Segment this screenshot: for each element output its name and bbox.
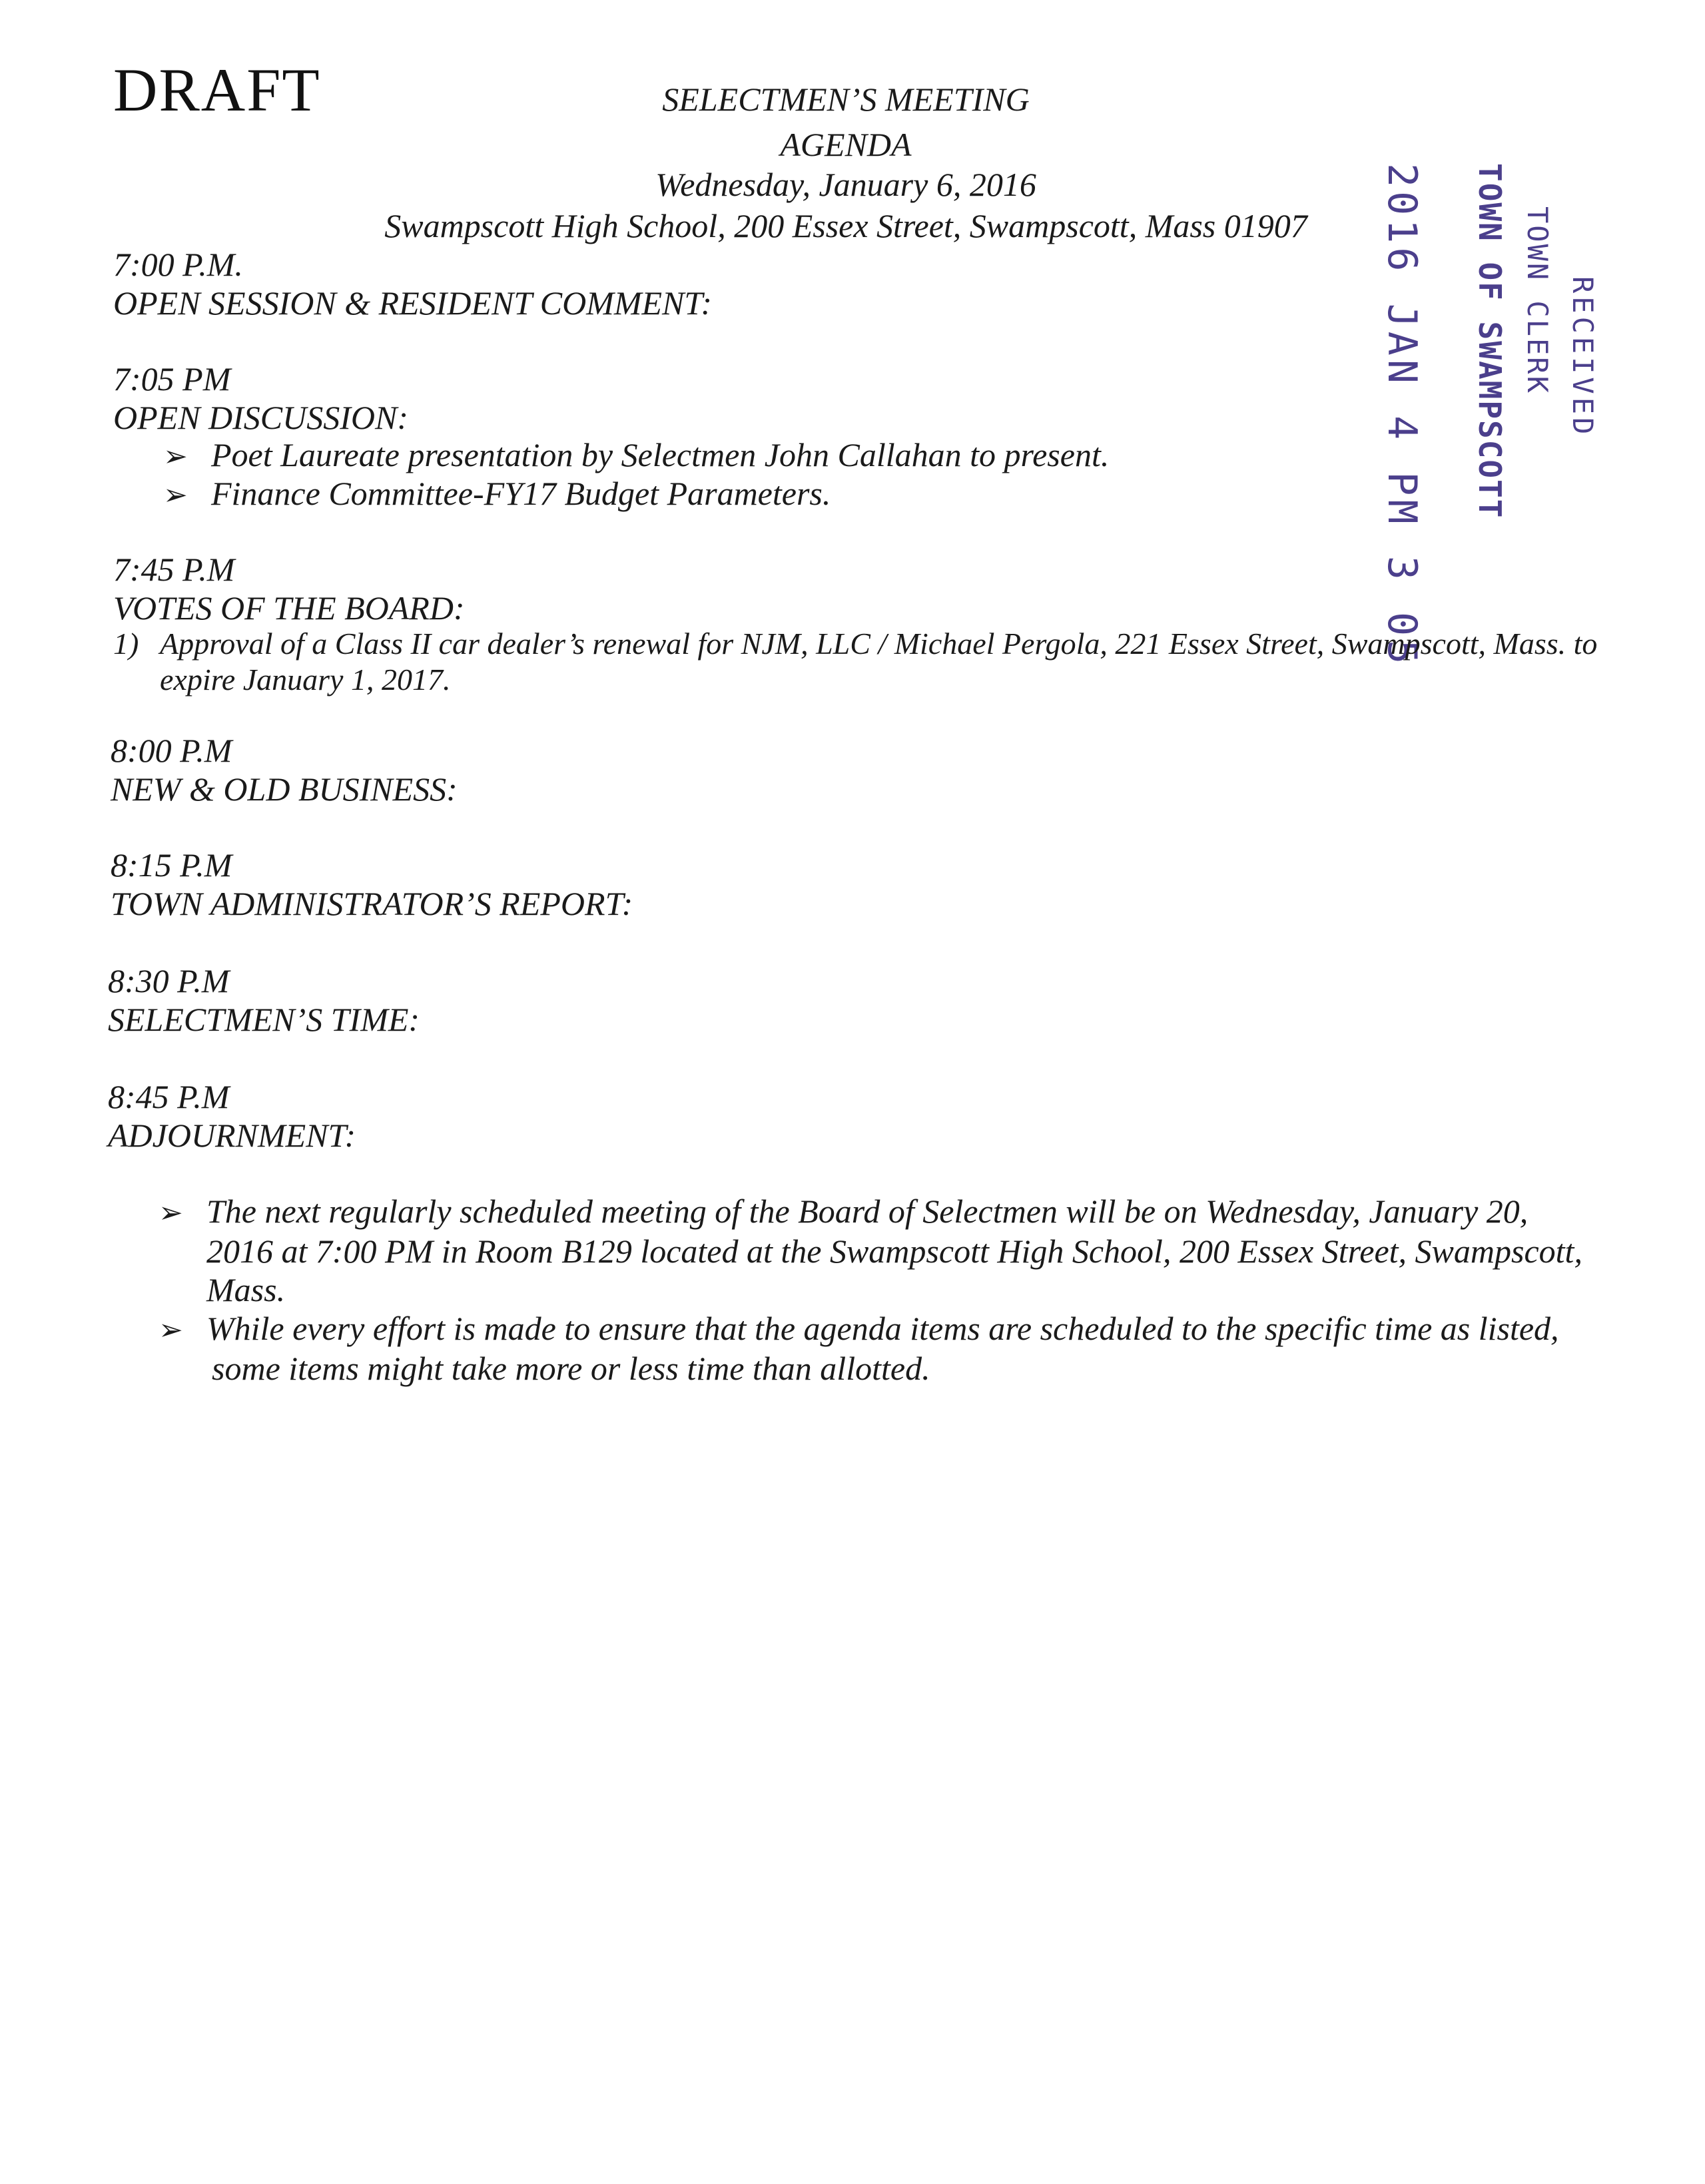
section-time: 8:00 P.M — [111, 732, 232, 769]
list-item-text: Finance Committee-FY17 Budget Parameters. — [211, 475, 831, 512]
vote-item-line: expire January 1, 2017. — [160, 663, 451, 696]
stamp-clerk: TOWN CLERK — [1521, 206, 1554, 395]
section-title: ADJOURNMENT: — [108, 1117, 356, 1154]
section-time: 7:00 P.M. — [113, 246, 243, 283]
section-title: VOTES OF THE BOARD: — [113, 589, 465, 627]
section-time: 7:05 PM — [113, 360, 231, 398]
stamp-datetime: 2016 JAN 4 PM 3 05 — [1379, 163, 1425, 669]
received-stamp — [1379, 163, 1605, 669]
section-time: 8:15 P.M — [111, 846, 232, 884]
note-text: some items might take more or less time than allotted. — [212, 1350, 930, 1387]
list-item — [163, 474, 831, 513]
note-text: 2016 at 7:00 PM in Room B129 located at the Swampscott High School, 200 Essex Street, Swampscott, — [206, 1232, 1582, 1270]
meeting-date: Wednesday, January 6, 2016 — [655, 166, 1036, 203]
arrow-bullet-icon: ➢ — [159, 1313, 183, 1347]
note-text: The next regularly scheduled meeting of the Board of Selectmen will be on Wednesday, January 20, — [206, 1193, 1529, 1230]
item-number: 1) — [113, 627, 139, 661]
section-title: OPEN DISCUSSION: — [113, 399, 409, 436]
meeting-title: SELECTMEN’S MEETING — [662, 81, 1030, 118]
section-time: 8:30 P.M — [108, 962, 230, 999]
stamp-town: TOWN OF SWAMPSCOTT — [1472, 163, 1508, 519]
section-title: TOWN ADMINISTRATOR’S REPORT: — [111, 885, 633, 922]
draft-label: DRAFT — [113, 56, 321, 124]
note-text: Mass. — [206, 1271, 286, 1308]
section-title: NEW & OLD BUSINESS: — [111, 770, 458, 808]
vote-item-line: Approval of a Class II car dealer’s renewal for NJM, LLC / Michael Pergola, 221 Essex Street, Swampscott, Mass. to — [160, 627, 1598, 661]
note-item — [159, 1192, 1528, 1230]
agenda-heading: AGENDA — [780, 126, 912, 163]
arrow-bullet-icon: ➢ — [163, 439, 188, 473]
arrow-bullet-icon: ➢ — [159, 1196, 183, 1230]
list-item-text: Poet Laureate presentation by Selectmen John Callahan to present. — [211, 436, 1110, 473]
stamp-received: RECEIVED — [1566, 276, 1599, 438]
section-time: 7:45 P.M — [113, 551, 235, 588]
section-title: OPEN SESSION & RESIDENT COMMENT: — [113, 284, 713, 322]
arrow-bullet-icon: ➢ — [163, 478, 188, 512]
note-text: While every effort is made to ensure that the agenda items are scheduled to the specific time as listed, — [206, 1310, 1559, 1347]
section-time: 8:45 P.M — [108, 1078, 230, 1115]
meeting-location: Swampscott High School, 200 Essex Street, Swampscott, Mass 01907 — [384, 207, 1307, 244]
note-item — [159, 1309, 1559, 1348]
section-title: SELECTMEN’S TIME: — [108, 1001, 420, 1038]
list-item — [163, 435, 1109, 474]
